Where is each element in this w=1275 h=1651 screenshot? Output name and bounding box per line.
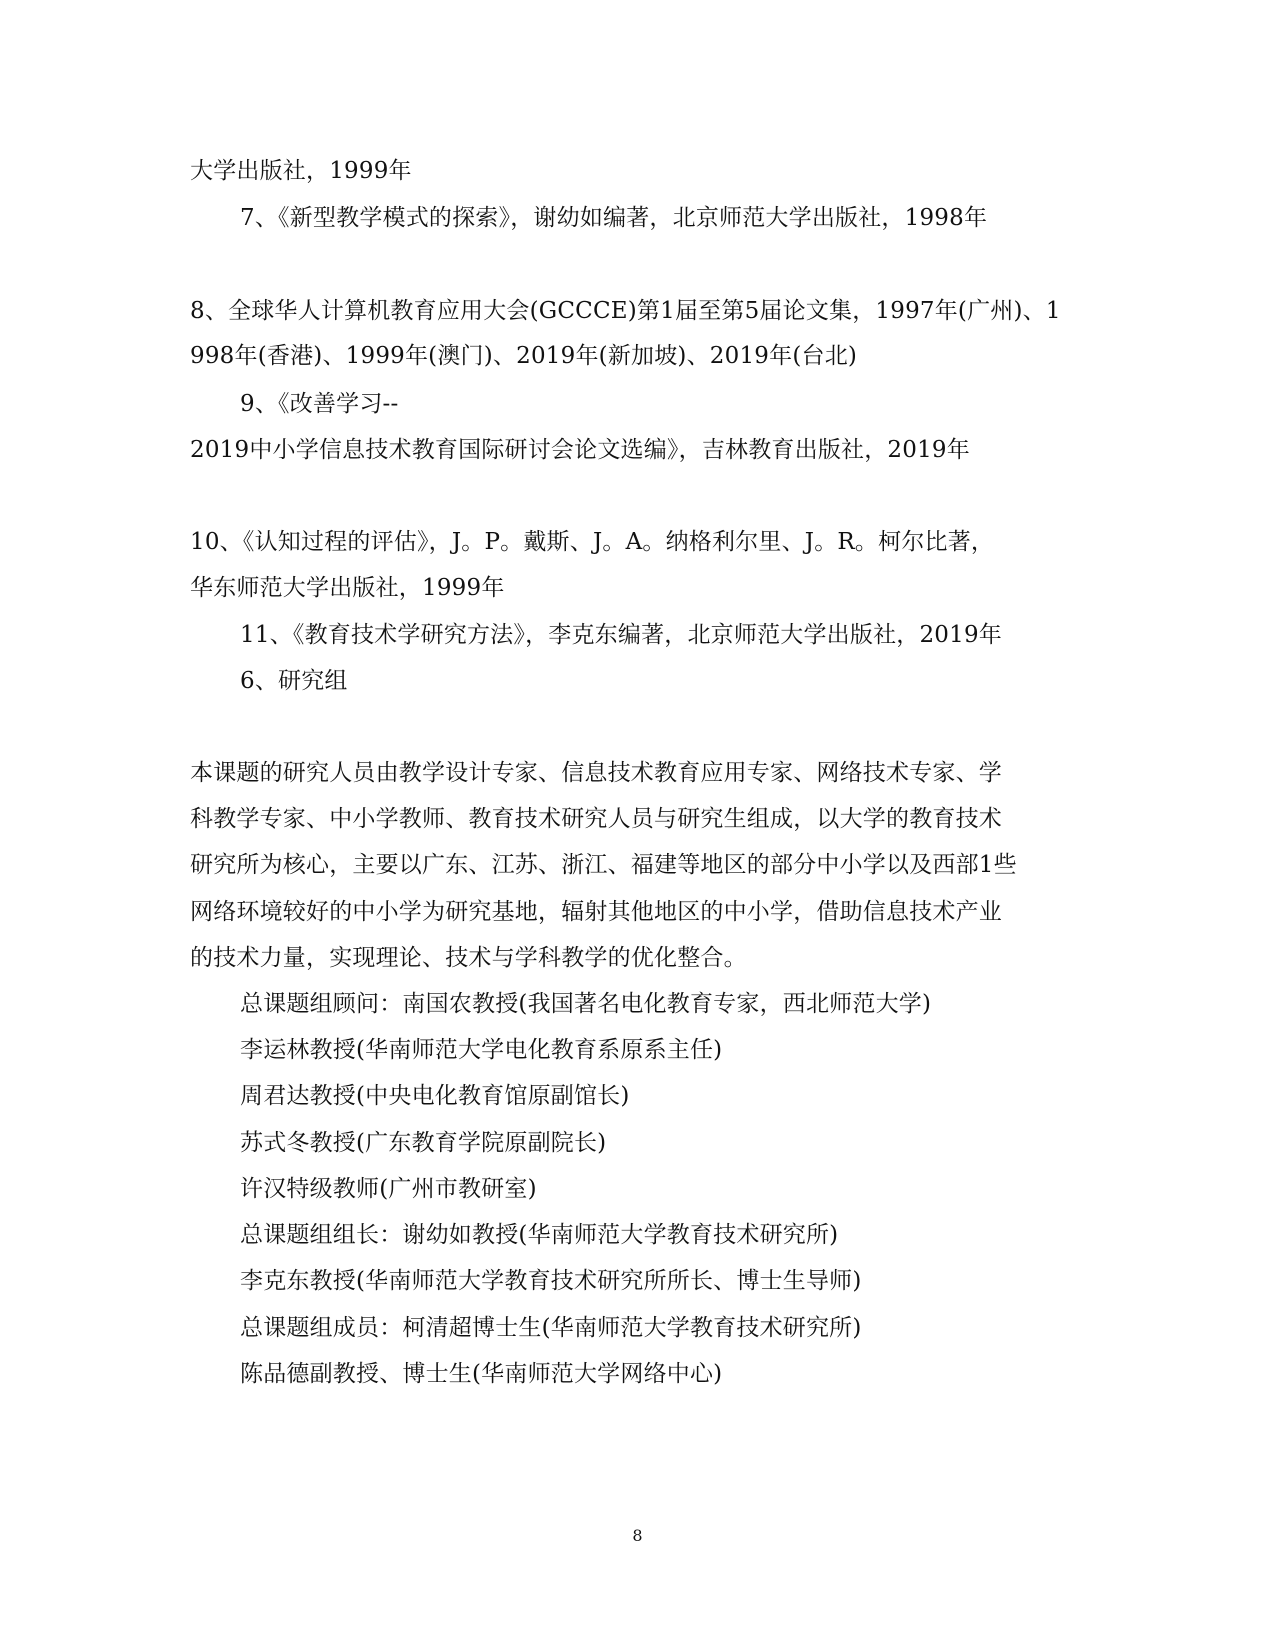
member-line: 许汉特级教师(广州市教研室) xyxy=(240,1176,537,1202)
paragraph-line: 科教学专家、中小学教师、教育技术研究人员与研究生组成，以大学的教育技术 xyxy=(190,806,1002,832)
page-number: 8 xyxy=(632,1526,643,1545)
text-line: 大学出版社，1999年 xyxy=(190,158,412,184)
paragraph-line: 研究所为核心，主要以广东、江苏、浙江、福建等地区的部分中小学以及西部1些 xyxy=(190,852,1017,878)
reference-item-8: 8、全球华人计算机教育应用大会(GCCCE)第1届至第5届论文集，1997年(广州)、1 xyxy=(190,298,1061,324)
paragraph-line: 网络环境较好的中小学为研究基地，辐射其他地区的中小学，借助信息技术产业 xyxy=(190,899,1002,925)
member-line: 苏式冬教授(广东教育学院原副院长) xyxy=(240,1130,607,1156)
member-line: 李克东教授(华南师范大学教育技术研究所所长、博士生导师) xyxy=(240,1268,862,1294)
member-line: 总课题组顾问：南国农教授(我国著名电化教育专家，西北师范大学) xyxy=(240,991,932,1017)
text-line: 华东师范大学出版社，1999年 xyxy=(190,575,505,601)
paragraph-line: 的技术力量，实现理论、技术与学科教学的优化整合。 xyxy=(190,945,747,971)
member-line: 陈品德副教授、博士生(华南师范大学网络中心) xyxy=(240,1361,723,1387)
reference-item-7: 7、《新型教学模式的探索》，谢幼如编著，北京师范大学出版社，1998年 xyxy=(240,205,988,231)
reference-item-11: 11、《教育技术学研究方法》，李克东编著，北京师范大学出版社，2019年 xyxy=(240,622,1002,648)
reference-item-9: 9、《改善学习-- xyxy=(240,391,399,417)
member-line: 李运林教授(华南师范大学电化教育系原系主任) xyxy=(240,1037,723,1063)
member-line: 周君达教授(中央电化教育馆原副馆长) xyxy=(240,1083,630,1109)
paragraph-line: 本课题的研究人员由教学设计专家、信息技术教育应用专家、网络技术专家、学 xyxy=(190,760,1002,786)
member-line: 总课题组成员：柯清超博士生(华南师范大学教育技术研究所) xyxy=(240,1315,862,1341)
text-line: 998年(香港)、1999年(澳门)、2019年(新加坡)、2019年(台北) xyxy=(190,343,858,369)
reference-item-10: 10、《认知过程的评估》，J。P。戴斯、J。A。纳格利尔里、J。R。柯尔比著， xyxy=(190,529,995,555)
member-line: 总课题组组长：谢幼如教授(华南师范大学教育技术研究所) xyxy=(240,1222,839,1248)
text-line: 2019中小学信息技术教育国际研讨会论文选编》，吉林教育出版社，2019年 xyxy=(190,437,970,463)
section-heading: 6、研究组 xyxy=(240,668,348,694)
